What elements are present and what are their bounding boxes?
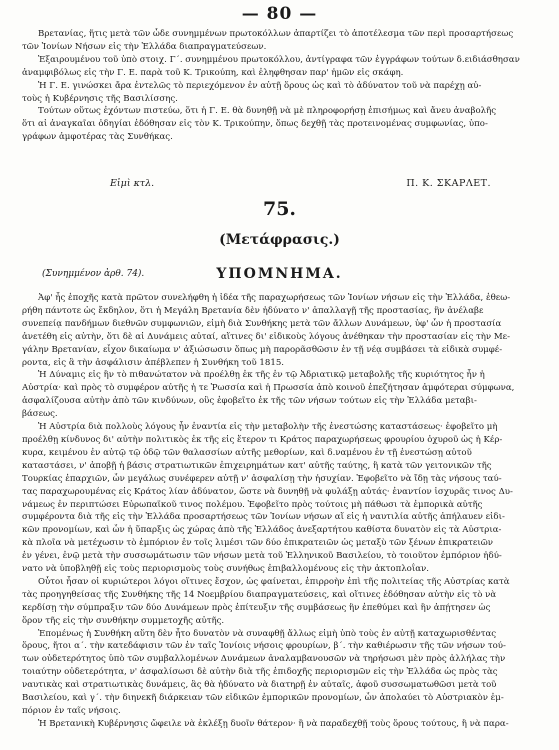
text-line: κῶν προνομίων, καὶ ὧν ἡ ὕπαρξις ὡς χώρας ἀπὸ τῆς Ἑλλάδος ἀνεξαρτήτου καθίστα δυνατὸν εἰς τὰ Αὐστρια-	[22, 525, 502, 536]
text-line: νάμεως ἐν περιπτώσει Εὐρωπαϊκοῦ τινος πολέμου. Ἐφοβεῖτο πρὸς τούτοις μὴ πάθωσι τὰ ἐμπορικὰ αὐτῆς	[22, 499, 483, 510]
memorandum-heading: ΥΠΟΜΝΗΜΑ.	[216, 266, 343, 282]
text-line: Τούτων οὕτως ἐχόντων πιστεύω, ὅτι ἡ Γ. Ε. θὰ δυνηθῇ νὰ μὲ πληροφορήσῃ ἐπισήμως καὶ ἄνευ ἀναβολῆς	[38, 106, 497, 117]
text-line: συνεπείᾳ πανδήμων διεθνῶν συμφωνιῶν, εἰμὴ διὰ Συνθήκης μετὰ τῶν ἄλλων Δυνάμεων, ὑφ' ὧν ἡ προστασία	[22, 318, 502, 329]
text-line: βάσεως.	[22, 409, 58, 420]
signoff	[22, 178, 537, 192]
text-line: τῶν Ἰονίων Νήσων εἰς τὴν Ἑλλάδα διαπραγματεύσεων.	[22, 41, 267, 52]
text-line: Αὐστρία· καὶ πρὸς τὸ συμφέρον αὐτῆς ἡ τε Ῥωσσία καὶ ἡ Πρωσσία ἀπὸ κοινοῦ ἐπεζήτησαν ἀμφότεραι σύμφωνα,	[22, 383, 515, 394]
text-line: ρήθη πάντοτε ὡς ἔκδηλον, ὅτι ἡ Μεγάλη Βρετανία δὲν ἠδύνατο ν' ἀπαλλαγῇ τῆς προστασίας, ἣν ἀνέλαβε	[22, 305, 484, 316]
text-line: ὅτι αἱ ἀναγκαῖαι ὁδηγίαι ἐδόθησαν εἰς τὸν Κ. Τρικούπην, ὅπως δεχθῇ τὰς προτεινομένας συμφωνίας, ὑπο-	[22, 119, 488, 130]
text-line: τοιαύτην οὐδετερότητα, ν' ἀσφαλίσωσι δὲ αὐτὴν διὰ τῆς ἐπιδοχῆς περιορισμῶν εἰς τὴν Ἑλλάδα ὡς πρὸς τὰς	[22, 667, 498, 678]
text-line: ἀναμφιβόλως εἰς τὴν Γ. Ε. παρὰ τοῦ Κ. Τρικούπη, καὶ ἐληφθησαν παρ' ἡμῶν εἰς σκάφη.	[22, 67, 404, 78]
document-number: 75.	[262, 198, 297, 220]
text-line: Ἡ Γ. Ε. γινώσκει ἄρα ἐντελῶς τὸ περιεχόμενον ἐν αὐτῇ ὅρους ὡς καὶ τὸ ἀδύνατον τοῦ νὰ παρέχῃ αὐ-	[38, 80, 482, 91]
text-line: ἀνετέθη εἰς αὐτὴν, ὅτι δὲ αἱ Δυνάμεις αὐταί, αἵτινες δι' εἰδικοὺς λόγους ἀνέθηκαν τὴν προστασίαν εἰς τὴν Με-	[22, 331, 511, 342]
text-line: Ἐξαιρουμένου τοῦ ὑπὸ στοιχ. Γ΄. συνημμένου πρωτοκόλλου, ἀντίγραφα τῶν ἐγγράφων τούτων δ.ειδιάσθησαν	[38, 54, 520, 65]
text-line: Ἡ Αὐστρία διὰ πολλοὺς λόγους ἦν ἐναντία εἰς τὴν μεταβολὴν τῆς ἐνεστώσης καταστάσεως· ἐφοβεῖτο μὴ	[38, 422, 498, 433]
text-line: ὅρον τῆς εἰς τὴν συνθήκην συμμετοχῆς αὐτῆς.	[22, 615, 225, 626]
page-number: — 80 —	[241, 4, 318, 24]
text-line: των οὐδετερότητος ὑπὸ τῶν συμβαλλομένων Δυνάμεων ἀναλαμβανουσῶν νὰ τηρήσωσι μὲν πρὸς ἀλλήλας τὴν	[22, 654, 506, 665]
text-line: Βασιλείου, καὶ γ΄. τὴν διηνεκῆ διάρκειαν τῶν εἰδικῶν ἐμπορικῶν προνομίων, ὧν ἀπολαύει τὸ Αὐστριακὸν ἐμ-	[22, 693, 504, 704]
text-line: πόριον ἐν ταῖς νήσοις.	[22, 706, 121, 716]
text-line: γράφων ἀμφοτέρας τὰς Συνθήκας.	[22, 132, 173, 143]
text-line: Βρετανίας, ἥτις μετὰ τῶν ὧδε συνημμένων πρωτοκόλλων ἀπαρτίζει τὸ ἀποτέλεσμα τῶν περὶ προσαρτήσεως	[38, 29, 514, 39]
text-line: ἐν γένει, ἐνῷ μετὰ τὴν συσσωμάτωσιν τῶν νήσων μετὰ τοῦ Ἑλληνικοῦ Βασιλείου, τὸ τοιοῦτον ἐμπόριον ἠδύ-	[22, 551, 502, 562]
text-line: τοὺς ἡ Κυβέρνησις τῆς Βασιλίσσης.	[22, 93, 178, 104]
text-line: νατο νὰ ὑποβληθῇ εἰς τοὺς περιορισμοὺς τοὺς συνήθως ἐπιβαλλομένους εἰς τὴν ἀκτοπλοΐαν.	[22, 564, 429, 575]
text-line: κυρα, κειμένου ἐν αὐτῷ τῷ ὁδῷ τῶν θαλασσίων αὐτῆς μεθορίων, καὶ δ.ναμένου ἐν τῇ ἐνεστώσῃ αὐτοῦ	[22, 447, 472, 458]
text-line: Ἡ Βρετανικὴ Κυβέρνησις ὤφειλε νὰ ἐκλέξῃ δυοῖν θάτερον· ἢ νὰ παραδεχθῇ τοὺς ὅρους τούτους, ἢ νὰ παρα-	[38, 718, 509, 729]
text-line: Ἐπομένως ἡ Συνθήκη αὕτη δὲν ἦτο δυνατὸν νὰ συναφθῇ ἄλλως εἰμὴ ὑπὸ τοὺς ἐν αὐτῇ καταχωρισθέντας	[38, 628, 497, 639]
text-line: ὅρους, ἤτοι α΄. τὴν κατεδάφισιν τῶν ἐν ταῖς Ἰονίοις νήσοις φρουρίων, β΄. τὴν καθιέρωσιν τῆς τῶν νήσων τού-	[22, 641, 506, 652]
text-line: Ἡ Δύναμις εἰς ἣν τὸ πιθανώτατον νὰ προέλθῃ ἐκ τῆς ἐν τῷ Ἀδριατικῷ μεταβολῆς τῆς κυριότητος ἦν ἡ	[38, 370, 485, 381]
text-line: γάλην Βρετανίαν, εἶχον δικαίωμα ν' ἀξιώσωσιν ὅπως μὴ παρορᾶσθῶσιν ἐν τῇ νέᾳ συμβάσει τὰ εἰδικὰ συμφέ-	[22, 344, 503, 355]
text-line: τας παραχωρουμένας εἰς Κράτος λίαν ἀδύνατον, ὥστε νὰ δυνηθῇ νὰ φυλάξῃ αὐτάς· ἐναντίον ἰσχυρᾶς τινος Δυ-	[22, 486, 513, 497]
text-line: προέλθῃ κίνδυνος δι' αὐτὴν πολιτικὸς ἐκ τῆς εἰς ἕτερον τι Κράτος παραχωρήσεως φρουρίου ὀχυροῦ ὡς ἡ Κέρ-	[22, 434, 503, 445]
text-line: Ἀφ' ἧς ἐποχῆς κατὰ πρῶτον συνελήφθη ἡ ἰδέα τῆς παραχωρήσεως τῶν Ἰονίων νήσων εἰς τὴν Ἑλλάδα, ἐθεω-	[38, 293, 511, 303]
text-line: Οὗτοι ἦσαν οἱ κυριώτεροι λόγοι οἵτινες ἔσχον, ὡς φαίνεται, ἐπιρροὴν ἐπὶ τῆς πολιτείας τῆς Αὐστρίας κατὰ	[38, 576, 510, 587]
attachment-reference: (Συνημμένον ἀρθ. 74).	[42, 269, 145, 279]
text-line: κὰ πλοῖα νὰ μετέχωσιν τὸ ἐμπόριον ἐν τοῖς λιμέσι τῶν δύο ἐπικρατειῶν ὡς μεταξὺ τῶν ξένων ἐπικρατειῶν	[22, 538, 493, 549]
text-line: συμφέροντα διὰ τῆς εἰς τὴν Ἑλλάδα προσαρτήσεως τῶν Ἰονίων νήσων αἵ εἰς ἡ ναυτιλία αὐτῆς ἀπήλαυεν εἰδι-	[22, 512, 505, 523]
top-text-block	[22, 28, 537, 144]
text-line: καταστάσει, ν' ἀποβῇ ἡ βάσις στρατιωτικῶν ἐπιχειρημάτων κατ' αὐτῆς ταύτης, ἢ κατὰ τῶν γειτονικῶν τῆς	[22, 460, 492, 471]
signoff-signature: Π. Κ. ΣΚΑΡΛΕΤ.	[406, 178, 491, 189]
text-line: ἀσφαλίζουσα αὐτὴν ἀπὸ τῶν κινδύνων, οὓς ἐφοβεῖτο ἐκ τῆς τῶν νήσων τούτων εἰς τὴν Ἑλλάδα μεταβι-	[22, 396, 477, 407]
text-line: κερδίσῃ τὴν σύμπραξιν τῶν δύο Δυνάμεων πρὸς ἐπίτευξιν τῆς συμβάσεως ἣν ἐπεθύμει καὶ ἣν ἀπῄτησεν ὡς	[22, 602, 491, 613]
text-line: Τουρκίας ἐπαρχιῶν, ὧν μεγάλως συνέφερεν αὐτῇ ν' ἀσφαλίσῃ τὴν ἡσυχίαν. Ἐφοβεῖτο νὰ ἴδῃ τὰς νήσους ταύ-	[22, 473, 502, 484]
heading-row	[22, 266, 537, 284]
text-line: ναυτικὰς καὶ στρατιωτικὰς δυνάμεις, ἃς θὰ ἠδύνατο νὰ διατηρῇ ἐν αὐταῖς, ἀφοῦ συσσωματωθῶσι μετὰ τοῦ	[22, 680, 497, 691]
translation-label: (Μετάφρασις.)	[219, 232, 340, 248]
signoff-closing: Εἰμὶ κτλ.	[110, 178, 155, 189]
text-line: τὰς προηγηθείσας τῆς Συνθήκης τῆς 14 Νοεμβρίου διαπραγματεύσεις, καὶ οἵτινες ἐδόθησαν αὐτὴν εἰς τὸ νὰ	[22, 589, 497, 600]
text-line: ροντα, εἰς ἃ τὴν ἀσφάλισιν ἀπέβλεπεν ἡ Συνθήκη τοῦ 1815.	[22, 357, 285, 368]
memorandum-body	[22, 292, 537, 731]
